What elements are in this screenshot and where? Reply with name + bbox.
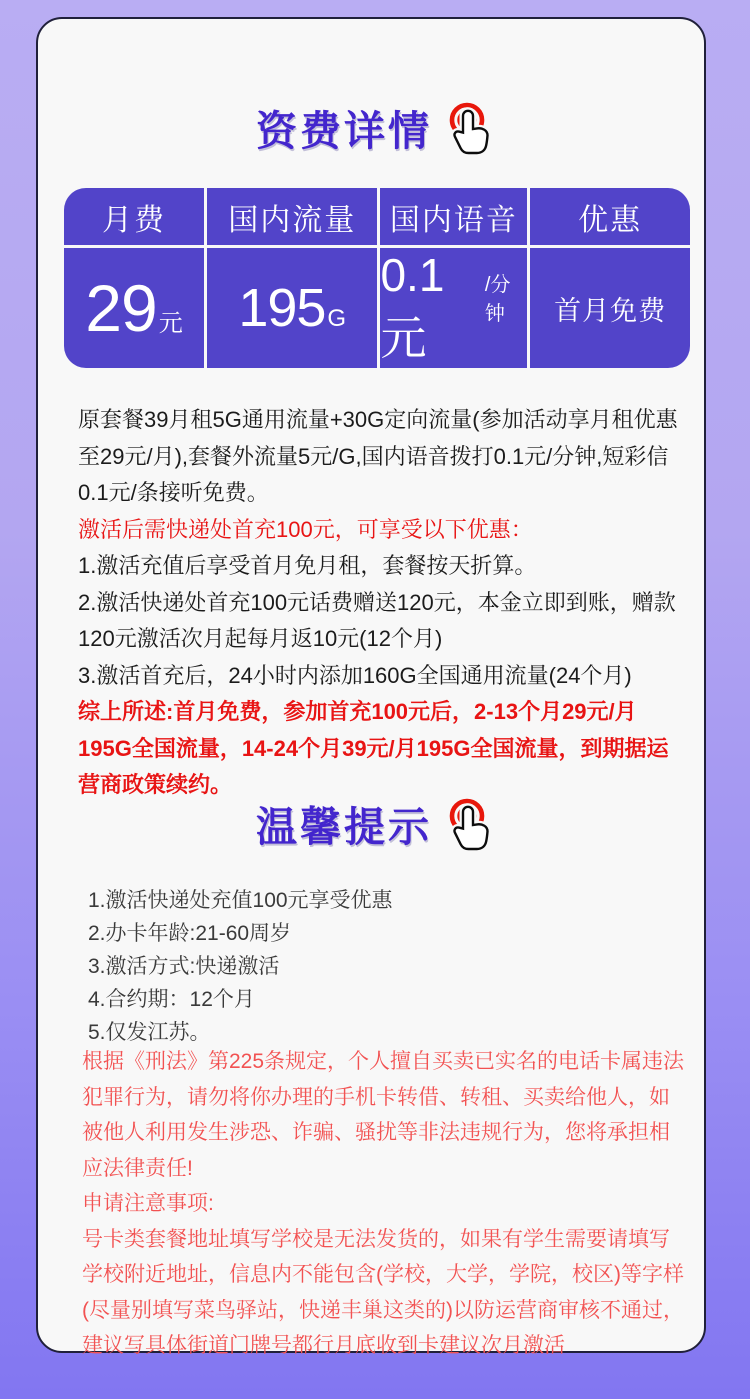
tariff-title-row <box>0 103 750 165</box>
tip-item-5: 5.仅发江苏。 <box>88 1021 211 1044</box>
address-notice: 号卡类套餐地址填写学校是无法发货的，如果有学生需要请填写学校附近地址，信息内不能包含(学校，大学，学院，校区)等字样(尽量别填写菜鸟驿站，快递丰巢这类的)以防运营商审核不通过，建议写具体街道门牌号都行月底收到卡建议次月激活 <box>82 1227 684 1357</box>
plan-description: 原套餐39月租5G通用流量+30G定向流量(参加活动享月租优惠至29元/月),套餐外流量5元/G,国内语音拨打0.1元/分钟,短彩信0.1元/条接听免费。 <box>78 407 678 505</box>
benefit-item-3: 3.激活首充后，24小时内添加160G全国通用流量(24个月) <box>78 662 632 688</box>
table-header-discount: 优惠 <box>530 188 690 245</box>
tip-item-2: 2.办卡年龄:21-60周岁 <box>88 922 292 945</box>
plan-summary: 综上所述:首月免费，参加首充100元后，2-13个月29元/月195G全国流量，14-24个月39元/月195G全国流量，到期据运营商政策续约。 <box>78 699 669 797</box>
table-header-voice: 国内语音 <box>380 188 527 245</box>
tips-title-row <box>0 799 750 861</box>
tap-click-icon[interactable] <box>442 101 494 165</box>
tariff-table <box>64 188 690 368</box>
plan-description-block <box>78 402 678 804</box>
benefit-item-1: 1.激活充值后享受首月免月租，套餐按天折算。 <box>78 553 537 578</box>
table-header-monthly-fee: 月费 <box>64 188 204 245</box>
benefit-item-2: 2.激活快递处首充100元话费赠送120元，本金立即到账，赠款120元激活次月起每月返10元(12个月) <box>78 589 676 651</box>
legal-notice-block <box>82 1044 688 1364</box>
tip-item-4: 4.合约期：12个月 <box>88 988 255 1011</box>
tips-list <box>88 884 668 1049</box>
tariff-section-title: 资费详情 <box>256 108 432 154</box>
tap-click-icon[interactable] <box>442 797 494 861</box>
table-cell-voice: 0.1元 /分钟 <box>380 248 527 368</box>
table-cell-data: 195 G <box>207 248 378 368</box>
table-cell-discount: 首月免费 <box>530 248 690 368</box>
table-header-data: 国内流量 <box>207 188 378 245</box>
tip-item-1: 1.激活快递处充值100元享受优惠 <box>88 889 393 912</box>
tip-item-3: 3.激活方式:快递激活 <box>88 955 280 978</box>
application-notice-title: 申请注意事项: <box>82 1192 214 1215</box>
tips-section-title: 温馨提示 <box>256 804 432 850</box>
legal-warning: 根据《刑法》第225条规定，个人擅自买卖已实名的电话卡属违法犯罪行为，请勿将你办理的手机卡转借、转租、买卖给他人，如被他人利用发生涉恐、诈骗、骚扰等非法违规行为，您将承担相应法律责任! <box>82 1050 685 1180</box>
table-cell-monthly-fee: 29 元 <box>64 248 204 368</box>
recharge-notice: 激活后需快递处首充100元，可享受以下优惠： <box>78 516 533 542</box>
